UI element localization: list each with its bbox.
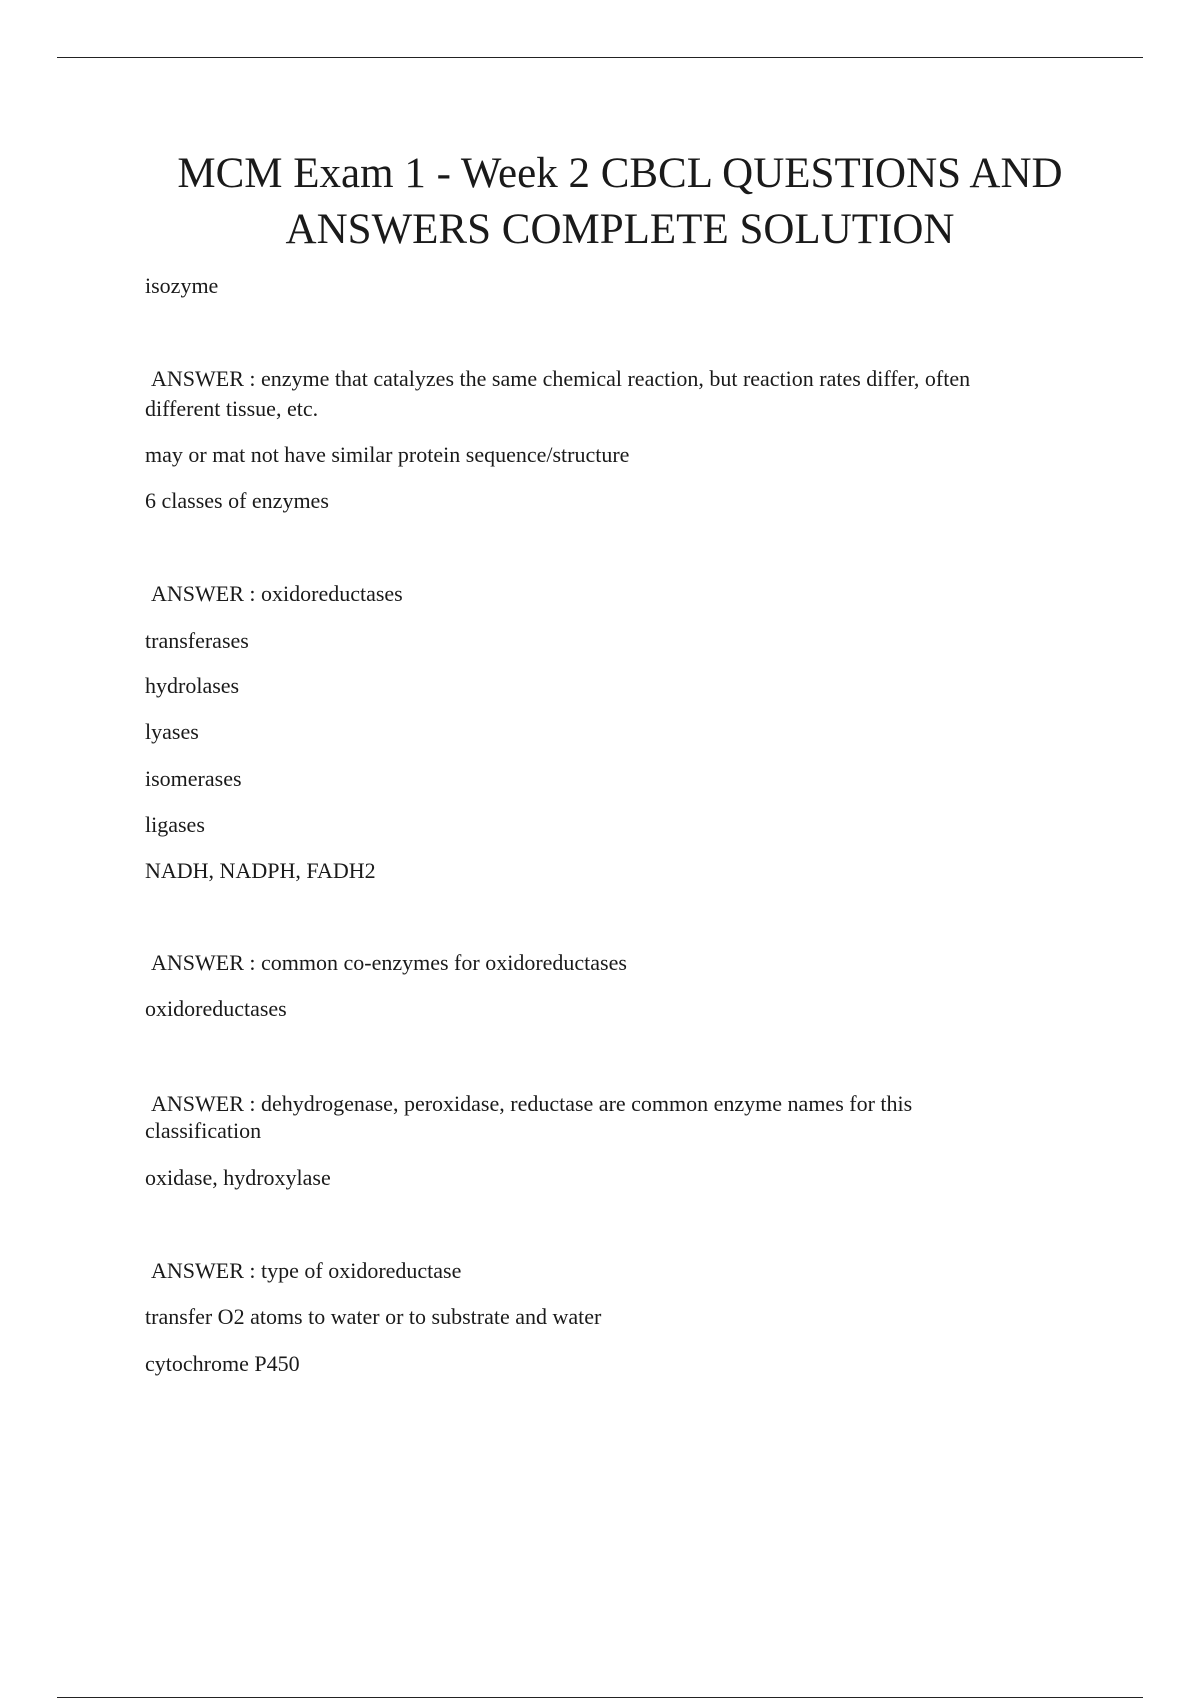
answer-text: ANSWER : type of oxidoreductase xyxy=(151,1258,462,1283)
answer-text: ANSWER : enzyme that catalyzes the same chemical reaction, but reaction rates differ, often xyxy=(151,366,971,391)
answer-text: ANSWER : oxidoreductases xyxy=(151,581,403,606)
question-text: cytochrome P450 xyxy=(145,1351,300,1376)
document-title: MCM Exam 1 - Week 2 CBCL QUESTIONS AND ANSWERS COMPLETE SOLUTION xyxy=(177,150,1063,253)
answer-text: ANSWER : dehydrogenase, peroxidase, reductase are common enzyme names for this xyxy=(151,1091,913,1116)
answer-text: ANSWER : common co-enzymes for oxidoreductases xyxy=(151,950,627,975)
answer-text-continued: classification xyxy=(145,1118,262,1143)
list-item: isomerases xyxy=(145,766,242,791)
question-text: NADH, NADPH, FADH2 xyxy=(145,858,376,883)
question-text: isozyme xyxy=(145,273,219,298)
question-text: oxidase, hydroxylase xyxy=(145,1165,331,1190)
answer-text-continued: different tissue, etc. xyxy=(145,396,319,421)
answer-text-continued: transfer O2 atoms to water or to substrate and water xyxy=(145,1304,602,1329)
list-item: transferases xyxy=(145,628,249,653)
bottom-rule xyxy=(57,1697,1143,1698)
question-text: may or mat not have similar protein sequence/structure xyxy=(145,442,630,467)
top-rule xyxy=(57,57,1143,58)
list-item: lyases xyxy=(145,719,199,744)
list-item: ligases xyxy=(145,812,205,837)
list-item: hydrolases xyxy=(145,673,240,698)
question-text: 6 classes of enzymes xyxy=(145,488,329,513)
question-text: oxidoreductases xyxy=(145,996,287,1021)
